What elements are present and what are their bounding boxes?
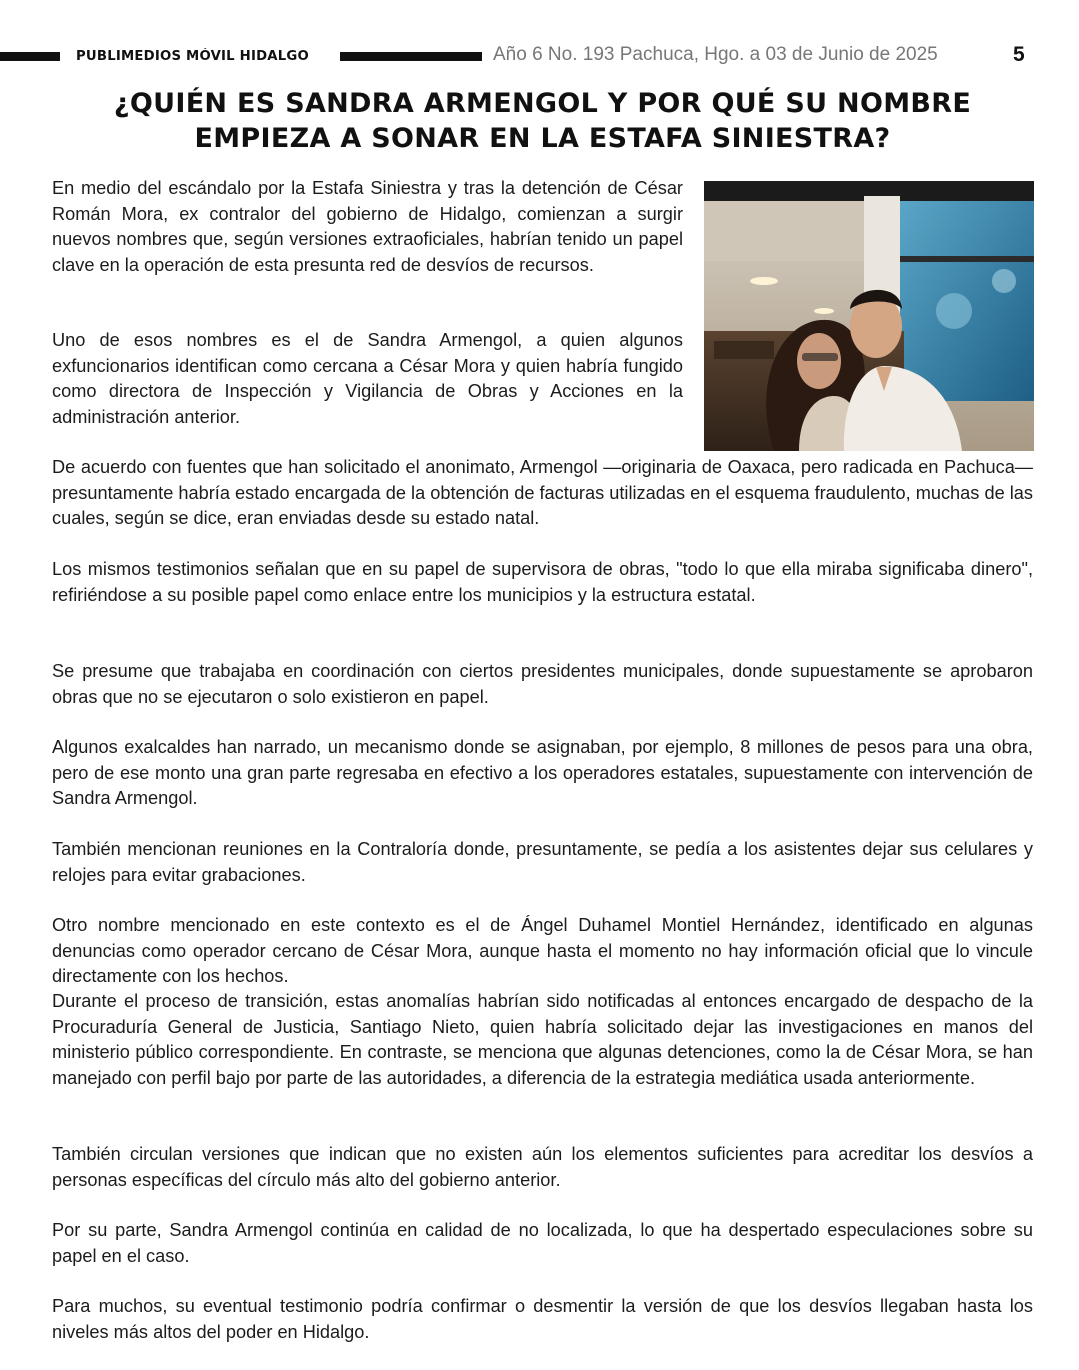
paragraph-6: Algunos exalcaldes han narrado, un mecanismo donde se asignaban, por ejemplo, 8 millones de pesos para una obra, pero de ese monto una gran parte regresaba en efectivo a los operadores estatales, supuestamente con intervención de Sandra Armengol. (52, 737, 1033, 808)
paragraph-11: Por su parte, Sandra Armengol continúa en calidad de no localizada, lo que ha despertado especulaciones sobre su papel en el caso. (52, 1220, 1033, 1266)
paragraph-9: Durante el proceso de transición, estas anomalías habrían sido notificadas al entonces encargado de despacho de la Procuraduría General de Justicia, Santiago Nieto, quien habría solicitado dejar las investigaciones en manos del ministerio público correspondiente. En contraste, se menciona que algunas detenciones, como la de César Mora, se han manejado con perfil bajo por parte de las autoridades, a diferencia de la estrategia mediática usada anteriormente. (52, 991, 1033, 1088)
paragraph-4: Los mismos testimonios señalan que en su papel de supervisora de obras, "todo lo que ella miraba significaba dinero", refiriéndose a su posible papel como enlace entre los municipios y la estructura estatal. (52, 559, 1033, 605)
paragraph-1: En medio del escándalo por la Estafa Siniestra y tras la detención de César Román Mora, ex contralor del gobierno de Hidalgo, comienzan a surgir nuevos nombres que, según versiones extraoficiales, habrían tenido un papel clave en la operación de esta presunta red de desvíos de recursos. (52, 178, 683, 275)
paragraph-5: Se presume que trabajaba en coordinación con ciertos presidentes municipales, donde supuestamente se aprobaron obras que no se ejecutaron o solo existieron en papel. (52, 661, 1033, 707)
masthead: PUBLIMEDIOS MÓVIL HIDALGO (76, 49, 309, 64)
article-title-line-2: EMPIEZA A SONAR EN LA ESTAFA SINIESTRA? (194, 123, 891, 154)
page-number: 5 (1013, 43, 1025, 66)
paragraph-8: Otro nombre mencionado en este contexto es el de Ángel Duhamel Montiel Hernández, identificado en algunas denuncias como operador cercano de César Mora, aunque hasta el momento no hay información oficial que lo vincule directamente con los hechos. (52, 915, 1033, 986)
article-title (50, 86, 1035, 156)
header-rule-middle (340, 52, 482, 61)
issue-info: Año 6 No. 193 Pachuca, Hgo. a 03 de Junio de 2025 (493, 44, 938, 65)
paragraph-2: Uno de esos nombres es el de Sandra Armengol, a quien algunos exfuncionarios identifican como cercana a César Mora y quien habría fungido como directora de Inspección y Vigilancia de Obras y Acciones en la administración anterior. (52, 330, 683, 427)
header-rule-left (0, 52, 60, 61)
paragraph-3: De acuerdo con fuentes que han solicitado el anonimato, Armengol —originaria de Oaxaca, pero radicada en Pachuca— presuntamente habría estado encargada de la obtención de facturas utilizadas en el esquema fraudulento, muchas de las cuales, según se dice, eran enviadas desde su estado natal. (52, 457, 1033, 528)
article-photo (704, 181, 1034, 451)
article-title-line-1: ¿QUIÉN ES SANDRA ARMENGOL Y POR QUÉ SU NOMBRE (113, 88, 972, 119)
paragraph-10: También circulan versiones que indican que no existen aún los elementos suficientes para acreditar los desvíos a personas específicas del círculo más alto del gobierno anterior. (52, 1144, 1033, 1190)
paragraph-12: Para muchos, su eventual testimonio podría confirmar o desmentir la versión de que los desvíos llegaban hasta los niveles más altos del poder en Hidalgo. (52, 1296, 1033, 1342)
page-header (0, 40, 1079, 74)
paragraph-7: También mencionan reuniones en la Contraloría donde, presuntamente, se pedía a los asistentes dejar sus celulares y relojes para evitar grabaciones. (52, 839, 1033, 885)
photo-couple-image (704, 181, 1034, 451)
